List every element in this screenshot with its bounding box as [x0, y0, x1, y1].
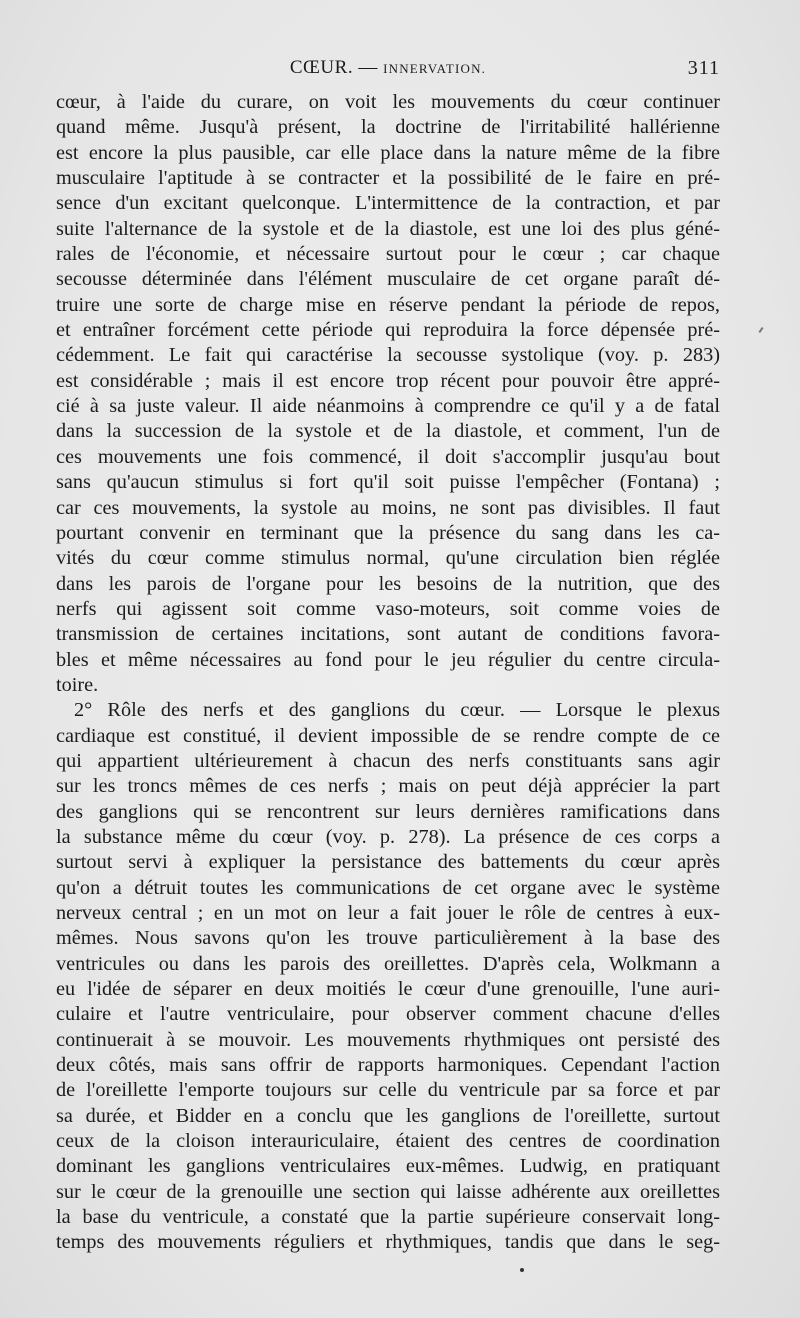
- text-line: surtout servi à expliquer la persistance des battements du cœur après: [56, 851, 720, 874]
- text-line: et entraîner forcément cette période qui reproduira la force dépensée pré-: [56, 319, 720, 342]
- ink-dot: [520, 1268, 524, 1272]
- text-line: eu l'idée de séparer en deux moitiés le cœur d'une grenouille, l'une auri-: [56, 978, 720, 1001]
- text-line: dans la succession de la systole et de la diastole, et comment, l'un de: [56, 420, 720, 443]
- text-line: vités du cœur comme stimulus normal, qu'une circulation bien réglée: [56, 547, 720, 570]
- text-line: de l'oreillette l'emporte toujours sur celle du ventricule par sa force et par: [56, 1079, 720, 1102]
- text-line: ces mouvements une fois commencé, il doit s'accomplir jusqu'au bout: [56, 445, 720, 468]
- text-line: sence d'un excitant quelconque. L'intermittence de la contraction, et par: [56, 192, 720, 215]
- text-line: qu'on a détruit toutes les communications de cet organe avec le système: [56, 876, 720, 899]
- text-line: ceux de la cloison interauriculaire, étaient des centres de coordination: [56, 1130, 720, 1153]
- text-line: nerveux central ; en un mot on leur a fait jouer le rôle de centres à eux-: [56, 902, 720, 924]
- text-line: dominant les ganglions ventriculaires eux-mêmes. Ludwig, en pratiquant: [56, 1155, 720, 1178]
- text-line: la substance même du cœur (voy. p. 278). La présence de ces corps a: [56, 825, 720, 848]
- text-line: sans qu'aucun stimulus si fort qu'il soit puisse l'empêcher (Fontana) ;: [56, 471, 720, 494]
- text-line: transmission de certaines incitations, sont autant de conditions favora-: [56, 623, 720, 646]
- text-line: dans les parois de l'organe pour les besoins de la nutrition, que des: [56, 572, 720, 595]
- page-number: 311: [687, 57, 720, 79]
- text-line: secousse déterminée dans l'élément musculaire de cet organe paraît dé-: [56, 268, 720, 291]
- text-line: quand même. Jusqu'à présent, la doctrine de l'irritabilité hallérienne: [56, 116, 720, 139]
- text-line: toire.: [56, 673, 99, 696]
- header-title: [56, 57, 720, 79]
- text-line: suite l'alternance de la systole et de la diastole, est une loi des plus géné-: [56, 217, 720, 240]
- text-line: nerfs qui agissent soit comme vaso-moteurs, soit comme voies de: [56, 597, 720, 620]
- text-line: cardiaque est constitué, il devient impossible de se rendre compte de ce: [56, 724, 720, 747]
- text-line: des ganglions qui se rencontrent sur leurs dernières ramifications dans: [56, 800, 720, 823]
- text-line: culaire et l'autre ventriculaire, pour observer comment chacune d'elles: [56, 1003, 720, 1026]
- header-title-separator: —: [353, 57, 384, 78]
- text-line: bles et même nécessaires au fond pour le jeu régulier du centre circula-: [56, 648, 720, 671]
- text-line: cœur, à l'aide du curare, on voit les mouvements du cœur continuer: [56, 91, 720, 113]
- header-title-main: CŒUR.: [289, 57, 354, 78]
- text-line: est considérable ; mais il est encore trop récent pour pouvoir être appré-: [56, 369, 720, 392]
- text-line: est encore la plus pausible, car elle place dans la nature même de la fibre: [56, 141, 720, 164]
- text-line: cédemment. Le fait qui caractérise la secousse systolique (voy. p. 283): [56, 344, 720, 367]
- header-title-sub: INNERVATION.: [383, 61, 487, 76]
- text-line: continuerait à se mouvoir. Les mouvements rhythmiques ont persisté des: [56, 1028, 720, 1051]
- section-heading-line: 2° Rôle des nerfs et des ganglions du cœur. — Lorsque le plexus: [74, 699, 720, 722]
- body-text: [56, 90, 720, 1256]
- text-line: pourtant convenir en terminant que la présence du sang dans les ca-: [56, 521, 720, 544]
- text-line: deux côtés, mais sans offrir de rapports harmoniques. Cependant l'action: [56, 1054, 720, 1077]
- text-line: ventricules ou dans les parois des oreillettes. D'après cela, Wolkmann a: [56, 952, 720, 975]
- text-line: cié à sa juste valeur. Il aide néanmoins à comprendre ce qu'il y a de fatal: [56, 395, 720, 418]
- text-line: truire une sorte de charge mise en réserve pendant la période de repos,: [56, 293, 720, 316]
- text-line: temps des mouvements réguliers et rhythmiques, tandis que dans le seg-: [56, 1231, 720, 1254]
- text-line: car ces mouvements, la systole au moins, ne sont pas divisibles. Il faut: [56, 496, 720, 519]
- running-header: [56, 57, 720, 83]
- text-line: sur les troncs mêmes de ces nerfs ; mais on peut déjà apprécier la part: [56, 775, 720, 798]
- text-line: sur le cœur de la grenouille une section qui laisse adhérente aux oreillettes: [56, 1180, 720, 1203]
- margin-mark: [758, 327, 763, 333]
- text-line: la base du ventricule, a constaté que la partie supérieure conservait long-: [56, 1206, 720, 1229]
- text-line: musculaire l'aptitude à se contracter et la possibilité de le faire en pré-: [56, 167, 720, 190]
- text-line: rales de l'économie, et nécessaire surtout pour le cœur ; car chaque: [56, 243, 720, 266]
- text-line: sa durée, et Bidder en a conclu que les ganglions de l'oreillette, surtout: [56, 1104, 720, 1127]
- text-line: mêmes. Nous savons qu'on les trouve particulièrement à la base des: [56, 927, 720, 950]
- text-line: qui appartient ultérieurement à chacun des nerfs constituants sans agir: [56, 749, 720, 772]
